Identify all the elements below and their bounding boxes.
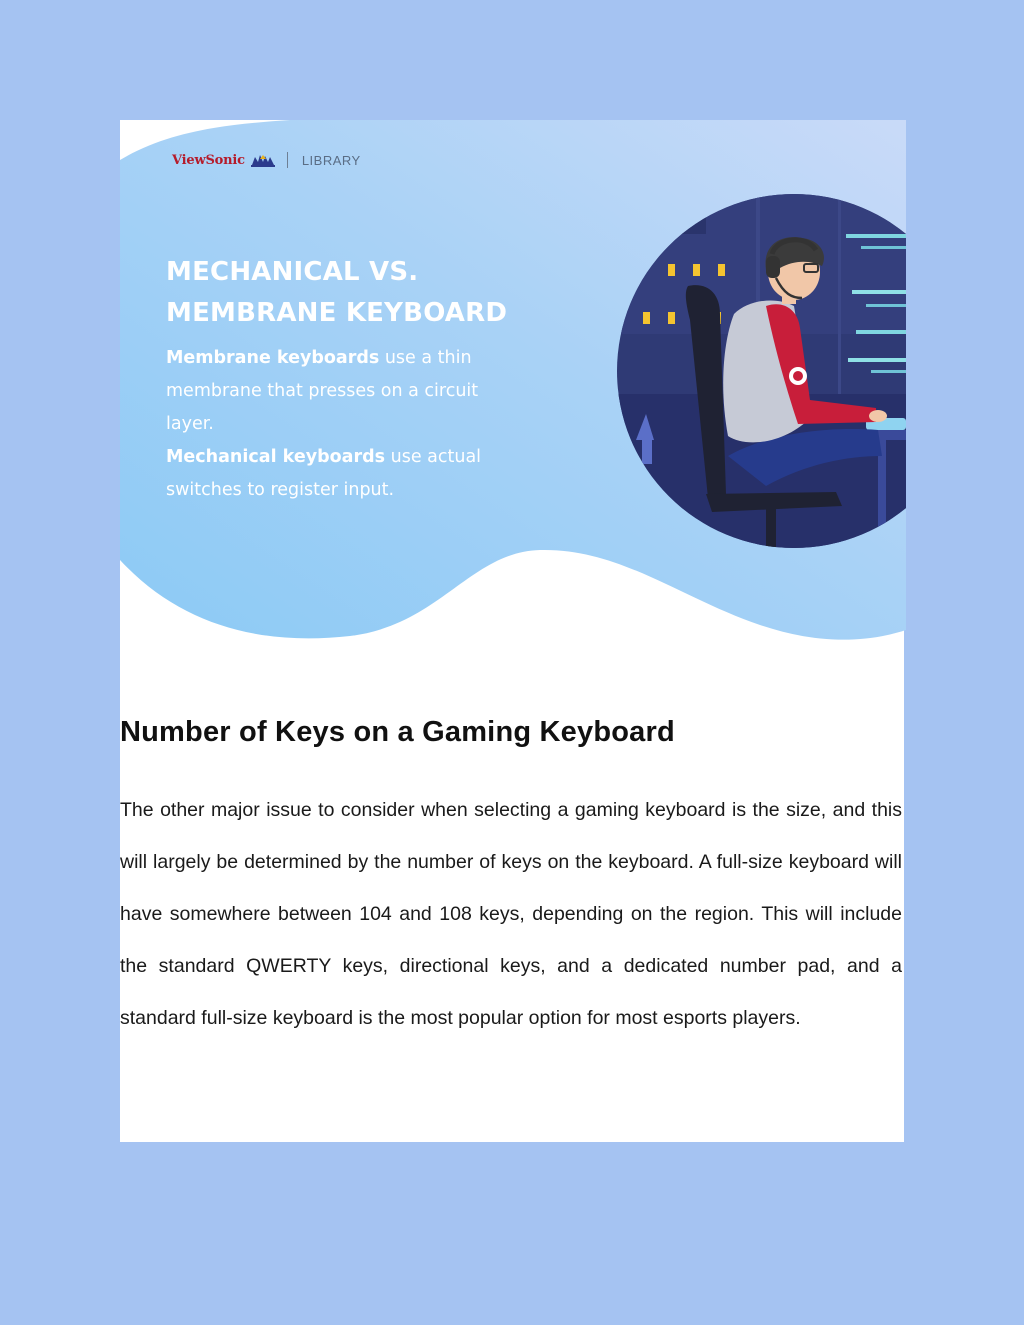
banner-title-line1: MECHANICAL VS.: [166, 257, 419, 287]
brand-divider: [287, 152, 288, 168]
mechanical-label: Mechanical keyboards: [166, 447, 386, 467]
banner-title-line2: MEMBRANE KEYBOARD: [166, 298, 508, 328]
article-banner: [120, 120, 906, 645]
brand-logo[interactable]: [172, 152, 361, 168]
banner-description: [166, 342, 526, 507]
gamer-illustration: [616, 194, 906, 548]
brand-name: ViewSonic: [172, 152, 245, 168]
page-card: [120, 120, 904, 1142]
banner-title: [166, 252, 546, 334]
section-heading: Number of Keys on a Gaming Keyboard: [120, 716, 675, 748]
mechanical-text: use actual switches to register input.: [166, 447, 482, 500]
membrane-text: use a thin membrane that presses on a circuit layer.: [166, 348, 479, 434]
article-paragraph: The other major issue to consider when selecting a gaming keyboard is the size, and this will largely be determined by the number of keys on the keyboard. A full-size keyboard will have somewhere between 104 and 108 keys, depending on the region. This will include the standard QWERTY keys, directional keys, and a dedicated number pad, and a standard full-size keyboard is the most popular option for most esports players.: [120, 799, 902, 1029]
birds-icon: [251, 153, 275, 167]
brand-section: LIBRARY: [301, 152, 361, 168]
membrane-label: Membrane keyboards: [166, 348, 380, 368]
